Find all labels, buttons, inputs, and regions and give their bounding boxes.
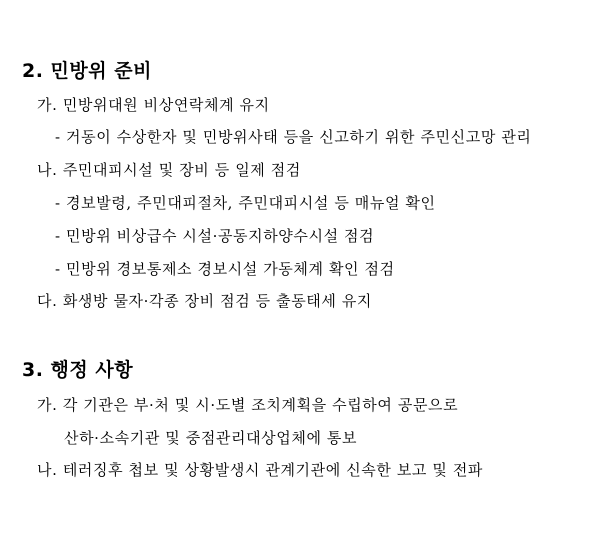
section-2-subitem-ga-1: - 거동이 수상한자 및 민방위사태 등을 신고하기 위한 주민신고망 관리	[55, 128, 532, 146]
section-2-subitem-na-1: - 경보발령, 주민대피절차, 주민대피시설 등 매뉴얼 확인	[55, 194, 436, 212]
section-2-item-ga: 가. 민방위대원 비상연락체계 유지	[37, 96, 270, 114]
section-3-heading: 3. 행정 사항	[22, 359, 134, 381]
section-2-item-na: 나. 주민대피시설 및 장비 등 일제 점검	[37, 161, 301, 179]
section-3-item-na: 나. 테러징후 첩보 및 상황발생시 관계기관에 신속한 보고 및 전파	[37, 461, 484, 479]
section-2-heading: 2. 민방위 준비	[22, 60, 152, 82]
section-2-subitem-na-2: - 민방위 비상급수 시설·공동지하양수시설 점검	[55, 227, 375, 245]
section-2-subitem-na-3: - 민방위 경보통제소 경보시설 가동체계 확인 점검	[55, 260, 395, 278]
section-3-item-ga-continuation: 산하·소속기관 및 중점관리대상업체에 통보	[64, 429, 358, 447]
section-3-item-ga: 가. 각 기관은 부·처 및 시·도별 조치계획을 수립하여 공문으로	[37, 396, 459, 414]
section-2-item-da: 다. 화생방 물자·각종 장비 점검 등 출동태세 유지	[37, 292, 373, 310]
